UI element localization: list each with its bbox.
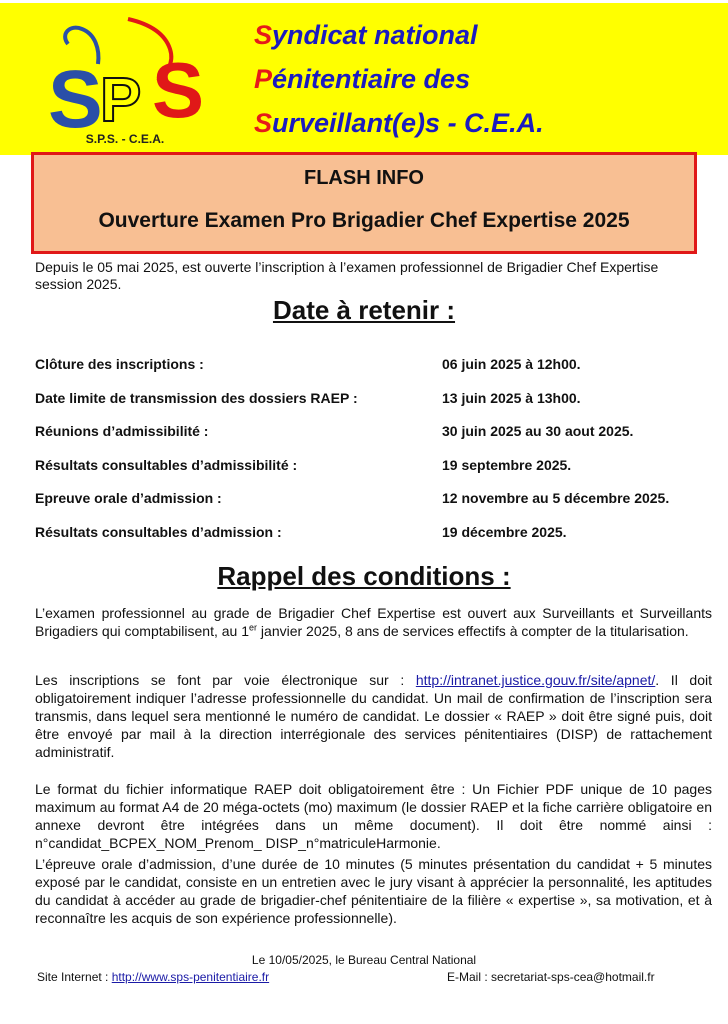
dates-list [35,356,715,558]
date-label: Clôture des inscriptions : [35,356,204,372]
date-value: 19 décembre 2025. [442,523,567,540]
footer-website [37,970,269,984]
org-line-text: énitentiaire des [272,64,471,94]
sps-logo [40,9,220,149]
flash-info-box [31,152,697,254]
paragraph-text: Les inscriptions se font par voie électronique sur : [35,672,416,688]
org-line-text: yndicat national [272,20,478,50]
conditions-file-format-paragraph: Le format du fichier informatique RAEP doit obligatoirement être : Un Fichier PDF unique de 10 pages maximum au format A4 de 20 méga-octets (mo) maximum (le dossier RAEP et la fiche carrière obligatoire en annexe devront être intégrées dans un même document). Il doit être nommé ainsi : n°candidat_BCPEX_NOM_Prenom_ DISP_n°matriculeHarmonie. [35,781,712,851]
flash-subtitle: Ouverture Examen Pro Brigadier Chef Expertise 2025 [98,209,630,232]
date-label: Résultats consultables d’admissibilité : [35,456,298,473]
conditions-eligibility-paragraph [35,604,712,640]
date-row [35,490,715,524]
paragraph-text: janvier 2025, 8 ans de services effectifs à compter de la titularisation. [257,623,689,639]
org-line-initial: S [254,20,273,50]
logo-graphic [40,9,220,149]
date-value: 19 septembre 2025. [442,456,572,473]
website-link[interactable]: http://www.sps-penitentiaire.fr [111,970,270,984]
date-row [35,457,715,491]
conditions-heading: Rappel des conditions : [217,561,511,591]
org-line-1 [254,13,544,57]
intro-paragraph: Depuis le 05 mai 2025, est ouverte l’inscription à l’examen professionnel de Brigadier Chef Expertise session 2025. [35,259,659,292]
date-label: Réunions d’admissibilité : [35,423,209,440]
org-line-2 [254,57,544,101]
header-banner [0,3,728,155]
date-value: 13 juin 2025 à 13h00. [442,389,581,406]
flash-title: FLASH INFO [304,167,424,189]
email-label: E-Mail : [447,970,492,984]
footer-email [447,970,655,984]
logo-caption: S.P.S. - C.E.A. [85,132,165,146]
logo-letter-p: P [100,66,142,135]
date-row [35,356,715,390]
intranet-link[interactable]: http://intranet.justice.gouv.fr/site/apnet/ [415,672,656,688]
conditions-registration-paragraph [35,671,712,761]
org-line-initial: S [254,108,273,138]
date-row [35,524,715,558]
org-line-text: urveillant(e)s - C.E.A. [272,108,544,138]
logo-letter-s1: S [48,54,103,145]
signature: Le 10/05/2025, le Bureau Central National [251,953,477,967]
ordinal-superscript: er [249,622,258,633]
date-row [35,423,715,457]
paragraph-text: L’examen professionnel au grade de Brigadier Chef Expertise est ouvert aux Surveillants et Surveillants Brigadiers qui comptabilisent, au 1 [35,605,712,639]
org-line-3 [254,101,544,145]
dates-heading: Date à retenir : [272,295,456,325]
conditions-oral-exam-paragraph: L’épreuve orale d’admission, d’une durée de 10 minutes (5 minutes présentation du candidat + 5 minutes exposé par le candidat, consiste en un entretien avec le jury visant à apprécier la personnalité, les aptitudes du candidat à accéder au grade de brigadier-chef pénitentiaire de la filière « expertise », sa motivation, et à reconnaître les acquis de son expérience professionnelle). [35,856,712,926]
date-value: 12 novembre au 5 décembre 2025. [442,490,670,507]
org-line-initial: P [254,64,273,94]
date-label: Résultats consultables d’admission : [35,523,282,540]
logo-letter-s2: S [152,46,205,134]
organization-name [254,13,544,145]
date-value: 30 juin 2025 au 30 aout 2025. [442,423,634,440]
paragraph-text: . Il doit obligatoirement indiquer l’adresse professionnelle du candidat. Un mail de confirmation de l’inscription sera transmis, dans lequel sera mentionné le numéro de candidat. Le dossier « RAEP » doit être signé puis, doit être envoyé par mail à la direction interrégionale des services pénitentiaires (DISP) de rattachement administratif. [35,672,712,760]
date-row [35,390,715,424]
date-label: Date limite de transmission des dossiers RAEP : [35,389,358,406]
date-value: 06 juin 2025 à 12h00. [442,356,581,372]
website-label: Site Internet : [37,970,112,984]
date-label: Epreuve orale d’admission : [35,490,222,507]
email-address: secretariat-sps-cea@hotmail.fr [491,970,655,984]
